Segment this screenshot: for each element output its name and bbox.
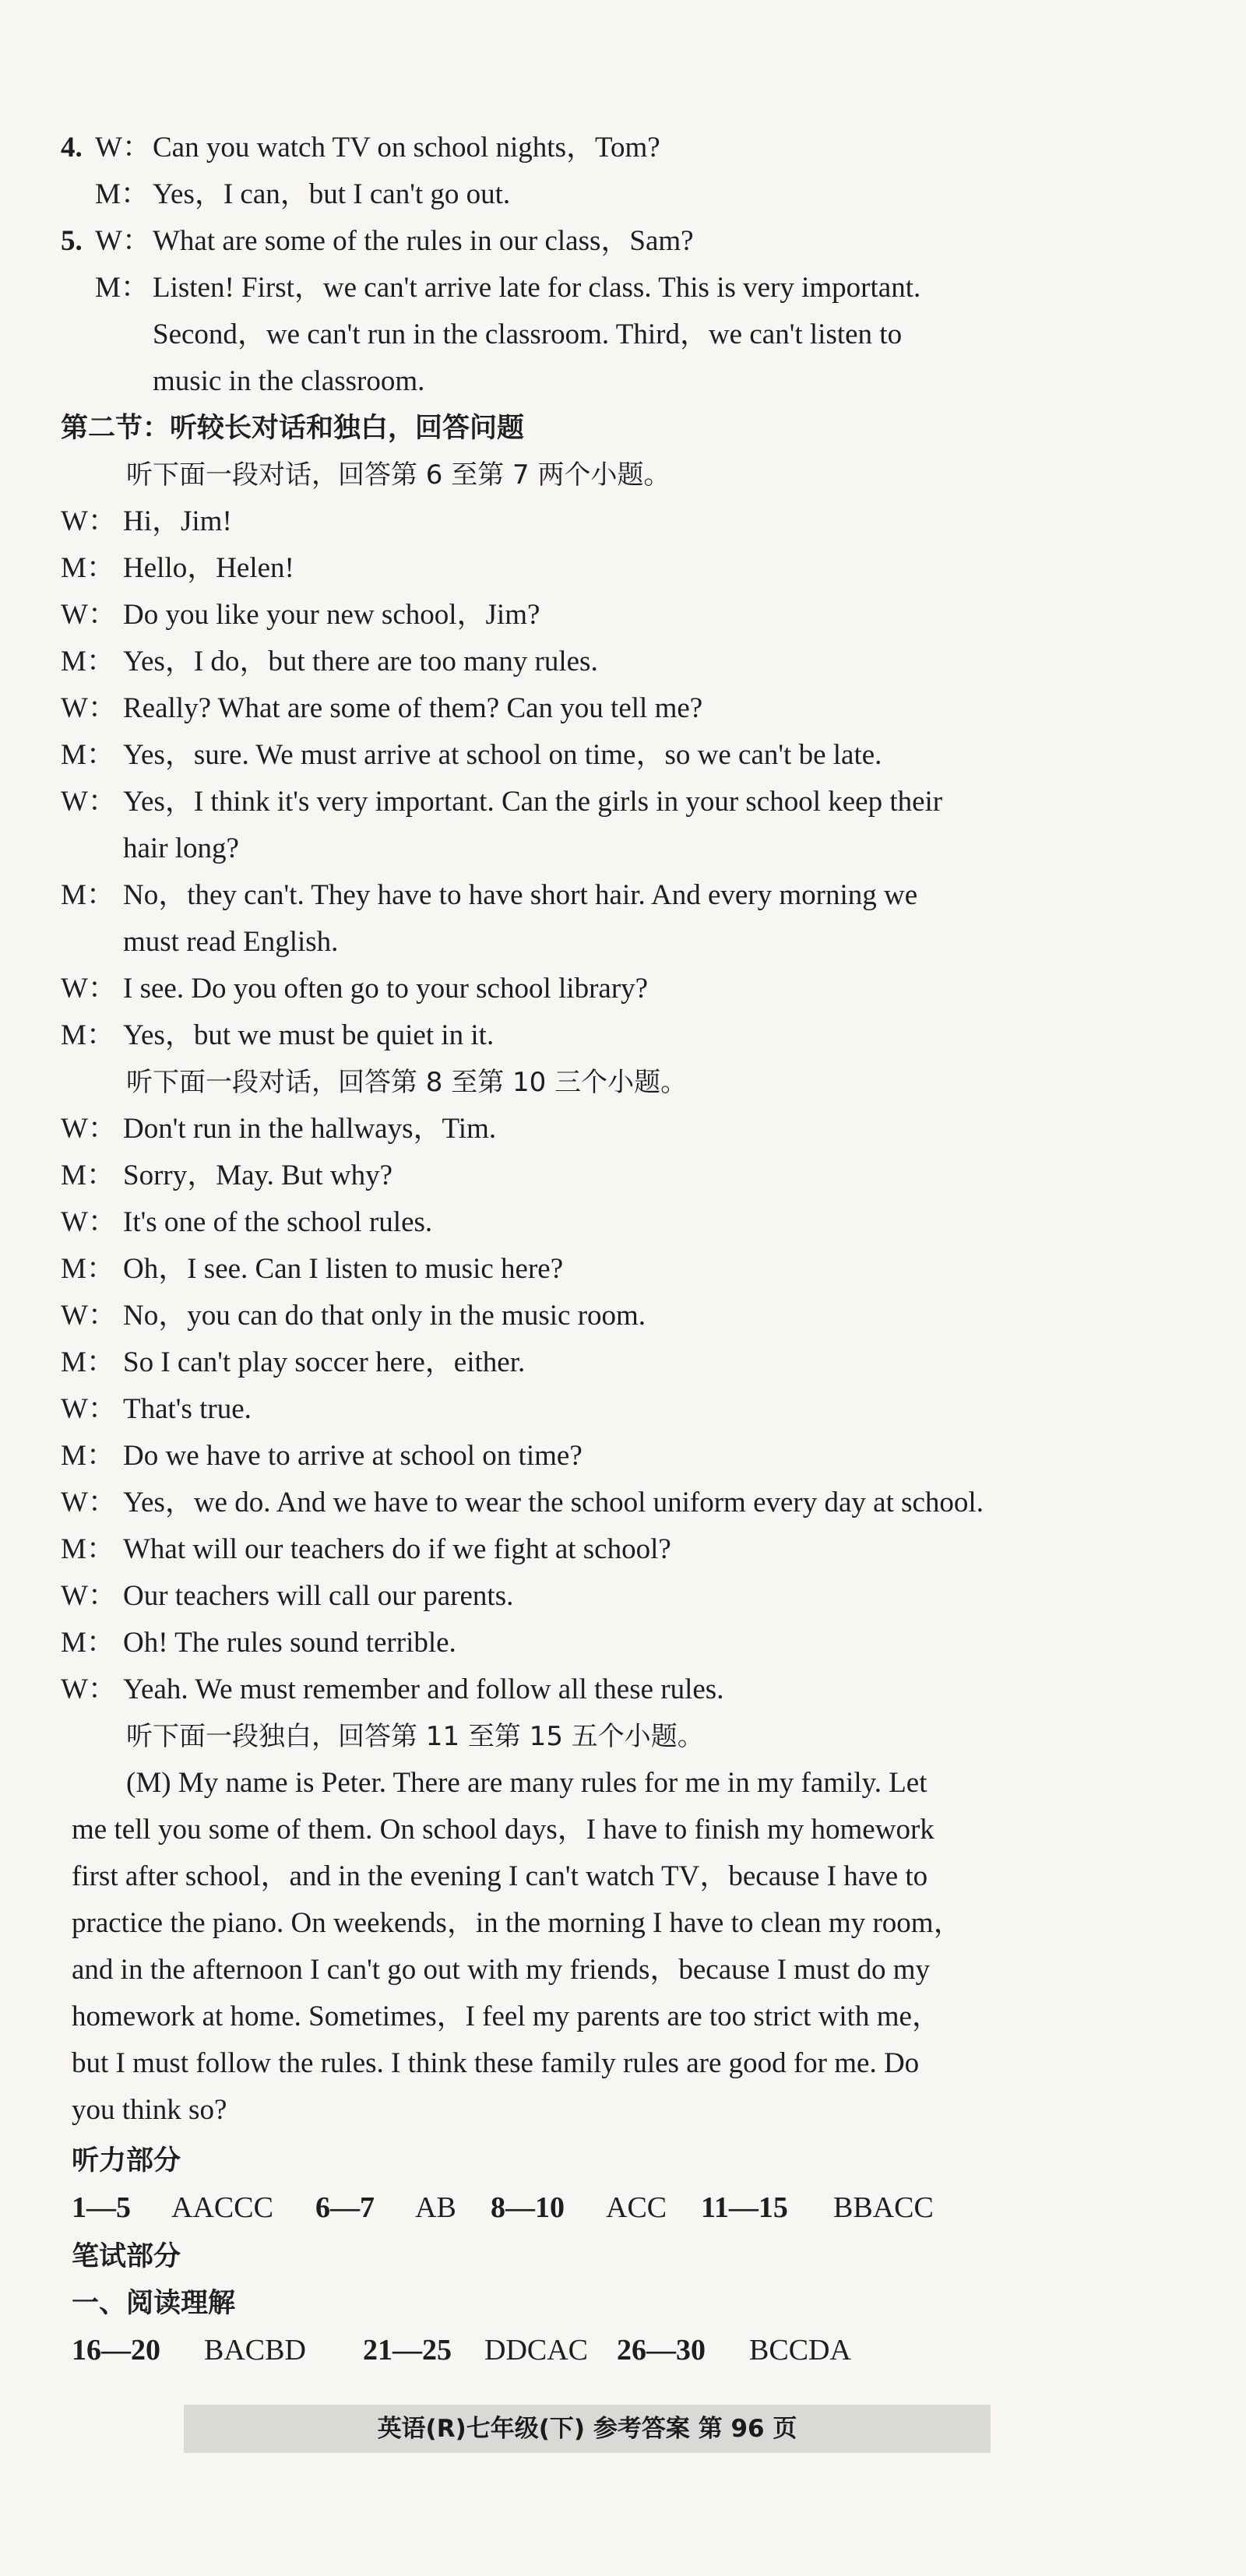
monologue-line: you think so? xyxy=(72,2094,227,2126)
speaker-label: W： xyxy=(61,599,117,631)
dialog-line: Hi，Jim! xyxy=(123,505,232,537)
written-heading: 笔试部分 xyxy=(72,2241,181,2272)
monologue-line: and in the afternoon I can't go out with my friends，because I must do my xyxy=(72,1954,931,1986)
speaker-label: M： xyxy=(61,1346,115,1378)
dialog-line: I see. Do you often go to your school library? xyxy=(123,973,649,1005)
dialog-line: Oh! The rules sound terrible. xyxy=(123,1627,456,1659)
monologue-line: practice the piano. On weekends，in the morning I have to clean my room， xyxy=(72,1907,963,1939)
dialog-line: Don't run in the hallways，Tim. xyxy=(123,1113,497,1145)
dialog-line: Yeah. We must remember and follow all these rules. xyxy=(123,1673,724,1705)
speaker-label: M： xyxy=(61,739,115,771)
dialog-line: Do we have to arrive at school on time? xyxy=(123,1440,583,1472)
answer-letters: AB xyxy=(415,2191,456,2224)
speaker-label: W： xyxy=(61,1487,117,1519)
page-footer: 英语(R)七年级(下) 参考答案 第 96 页 xyxy=(184,2405,991,2453)
monologue-line: (M) My name is Peter. There are many rules for me in my family. Let xyxy=(126,1767,927,1799)
dialog-line: So I can't play soccer here，either. xyxy=(123,1346,526,1378)
dialog-line: Second，we can't run in the classroom. Third，we can't listen to xyxy=(153,318,903,350)
dialog-line: Listen! First，we can't arrive late for class. This is very important. xyxy=(153,272,921,304)
dialog-line: Yes，I can，but I can't go out. xyxy=(153,178,511,210)
dialog-line: Yes，I think it's very important. Can the girls in your school keep their xyxy=(123,786,943,818)
answer-range: 8—10 xyxy=(491,2191,565,2224)
speaker-label: W： xyxy=(95,225,151,257)
monologue-line: but I must follow the rules. I think these family rules are good for me. Do xyxy=(72,2047,920,2079)
instruction-text: 听下面一段对话，回答第 6 至第 7 两个小题。 xyxy=(126,459,671,491)
answer-letters: DDCAC xyxy=(484,2334,589,2367)
speaker-label: W： xyxy=(61,1300,117,1332)
section-heading: 第二节：听较长对话和独白，回答问题 xyxy=(61,413,525,444)
answer-letters: BACBD xyxy=(204,2334,306,2367)
answer-range: 1—5 xyxy=(72,2191,131,2224)
dialog-line: What will our teachers do if we fight at school? xyxy=(123,1533,671,1565)
answer-letters: ACC xyxy=(606,2191,667,2224)
question-number: 5. xyxy=(61,225,83,257)
speaker-label: M： xyxy=(61,552,115,584)
monologue-line: me tell you some of them. On school days，I have to finish my homework xyxy=(72,1814,935,1846)
answer-letters: BBACC xyxy=(833,2191,934,2224)
answer-letters: AACCC xyxy=(171,2191,273,2224)
monologue-line: first after school，and in the evening I can't watch TV，because I have to xyxy=(72,1860,928,1892)
speaker-label: M： xyxy=(61,1440,115,1472)
speaker-label: W： xyxy=(61,1206,117,1238)
dialog-line: Yes，I do，but there are too many rules. xyxy=(123,646,598,677)
dialog-line: It's one of the school rules. xyxy=(123,1206,433,1238)
dialog-line: music in the classroom. xyxy=(153,365,425,397)
speaker-label: W： xyxy=(61,1393,117,1425)
dialog-line: Yes，sure. We must arrive at school on time，so we can't be late. xyxy=(123,739,882,771)
speaker-label: W： xyxy=(61,1113,117,1145)
dialog-line: No，you can do that only in the music room. xyxy=(123,1300,646,1332)
dialog-line: Yes，we do. And we have to wear the school uniform every day at school. xyxy=(123,1487,984,1519)
speaker-label: W： xyxy=(61,973,117,1005)
speaker-label: M： xyxy=(61,1160,115,1191)
answer-range: 26—30 xyxy=(617,2334,706,2367)
dialog-line: hair long? xyxy=(123,832,239,864)
instruction-text: 听下面一段独白，回答第 11 至第 15 五个小题。 xyxy=(126,1721,704,1752)
dialog-line: Oh，I see. Can I listen to music here? xyxy=(123,1253,564,1285)
dialog-line: Hello，Helen! xyxy=(123,552,294,584)
answer-range: 11—15 xyxy=(701,2191,788,2224)
reading-heading: 一、阅读理解 xyxy=(72,2288,236,2319)
answer-range: 16—20 xyxy=(72,2334,160,2367)
speaker-label: W： xyxy=(61,1673,117,1705)
dialog-line: What are some of the rules in our class，Sam? xyxy=(153,225,694,257)
speaker-label: M： xyxy=(61,646,115,677)
speaker-label: M： xyxy=(61,1627,115,1659)
dialog-line: No，they can't. They have to have short hair. And every morning we xyxy=(123,879,918,911)
speaker-label: W： xyxy=(61,505,117,537)
speaker-label: M： xyxy=(95,272,150,304)
speaker-label: W： xyxy=(61,1580,117,1612)
dialog-line: Do you like your new school，Jim? xyxy=(123,599,540,631)
speaker-label: M： xyxy=(61,1533,115,1565)
speaker-label: M： xyxy=(61,1253,115,1285)
answer-letters: BCCDA xyxy=(749,2334,851,2367)
instruction-text: 听下面一段对话，回答第 8 至第 10 三个小题。 xyxy=(126,1067,688,1098)
speaker-label: M： xyxy=(61,1019,115,1051)
speaker-label: W： xyxy=(61,786,117,818)
speaker-label: W： xyxy=(61,692,117,724)
question-number: 4. xyxy=(61,132,83,164)
monologue-line: homework at home. Sometimes，I feel my parents are too strict with me， xyxy=(72,2001,941,2032)
speaker-label: M： xyxy=(95,178,150,210)
listening-heading: 听力部分 xyxy=(72,2145,181,2177)
answer-range: 21—25 xyxy=(363,2334,452,2367)
dialog-line: Really? What are some of them? Can you tell me? xyxy=(123,692,703,724)
dialog-line: Can you watch TV on school nights，Tom? xyxy=(153,132,660,164)
dialog-line: That's true. xyxy=(123,1393,252,1425)
speaker-label: W： xyxy=(95,132,151,164)
dialog-line: Yes，but we must be quiet in it. xyxy=(123,1019,495,1051)
dialog-line: must read English. xyxy=(123,926,339,958)
speaker-label: M： xyxy=(61,879,115,911)
dialog-line: Sorry，May. But why? xyxy=(123,1160,392,1191)
dialog-line: Our teachers will call our parents. xyxy=(123,1580,514,1612)
answer-range: 6—7 xyxy=(315,2191,375,2224)
